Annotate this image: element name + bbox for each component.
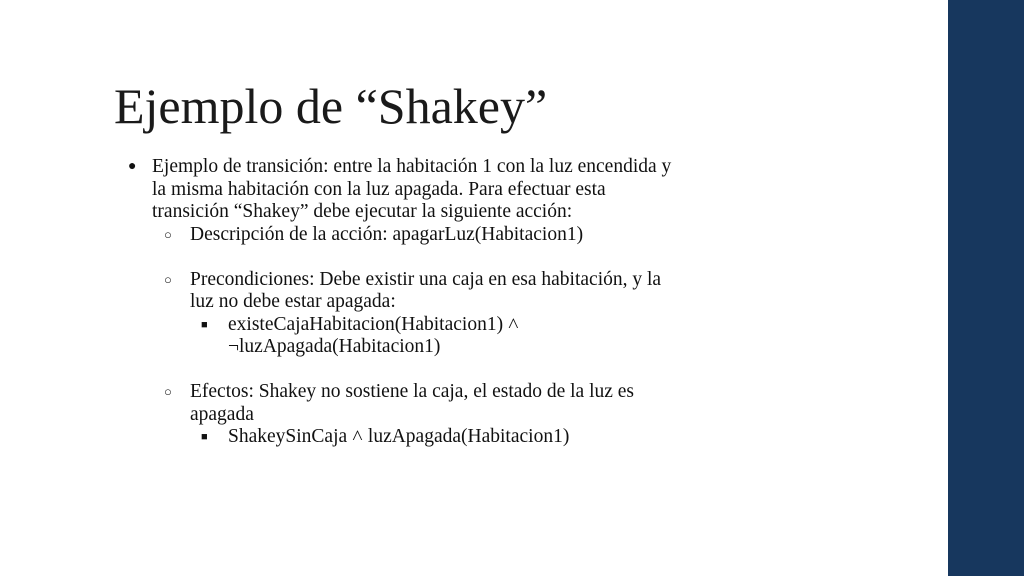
precondiciones-formula-line-1: existeCajaHabitacion(Habitacion1) ˄ [228,313,519,335]
bullet-circle-icon: ○ [164,271,172,287]
bullet-circle-icon: ○ [164,226,172,242]
bullet-square-icon: ■ [201,318,208,331]
efectos-line-1: Efectos: Shakey no sostiene la caja, el estado de la luz es [190,381,635,402]
bullet-descripcion [128,224,818,247]
precondiciones-line-2: luz no debe estar apagada: [190,291,396,312]
bullet-precondiciones-cont [128,291,818,314]
bullet-square-icon: ■ [201,431,208,443]
precondiciones-formula-line-2: ¬luzApagada(Habitacion1) [228,336,441,357]
spacer [128,359,818,382]
example-line-1: Ejemplo de transición: entre la habitación 1 con la luz encendida y [152,156,672,177]
bullet-example-cont [128,201,818,224]
descripcion-text: Descripción de la acción: apagarLuz(Habitacion1) [190,223,584,245]
slide-body [128,156,818,449]
bullet-precondiciones-formula-cont [128,336,818,359]
bullet-example [128,156,818,179]
slide-title: Ejemplo de “Shakey” [114,78,548,134]
precondiciones-line-1: Precondiciones: Debe existir una caja en esa habitación, y la [190,268,662,290]
efectos-line-2: apagada [190,403,254,425]
bullet-efectos-cont [128,404,818,427]
spacer [128,246,818,269]
bullet-efectos-formula [128,426,818,449]
bullet-circle-icon: ○ [164,384,172,399]
accent-sidebar [948,0,1024,576]
example-line-3: transición “Shakey” debe ejecutar la siguiente acción: [152,201,573,222]
bullet-precondiciones [128,269,818,292]
bullet-efectos [128,381,818,404]
bullet-example-cont [128,179,818,202]
bullet-precondiciones-formula [128,314,818,337]
example-line-2: la misma habitación con la luz apagada. Para efectuar esta [152,178,606,200]
efectos-formula: ShakeySinCaja ˄ luzApagada(Habitacion1) [228,426,570,447]
bullet-disc-icon: ● [128,159,137,174]
